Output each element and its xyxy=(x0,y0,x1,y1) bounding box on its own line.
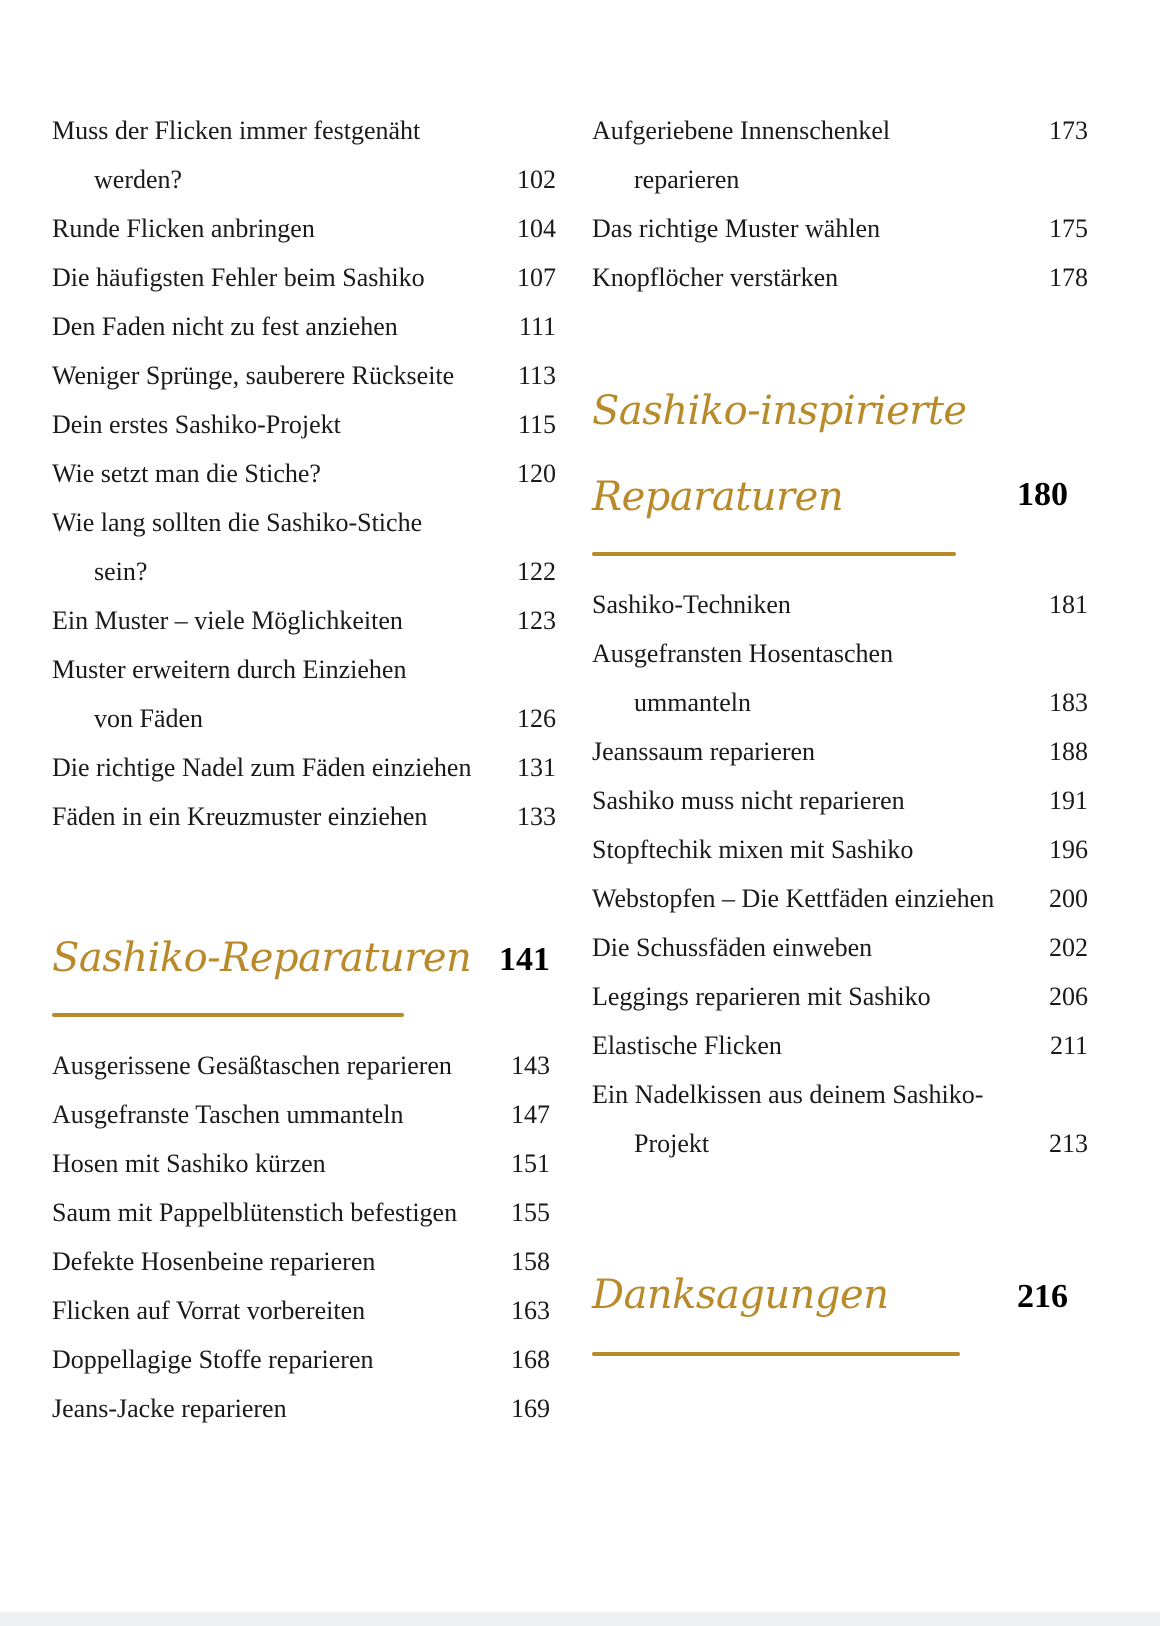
toc-entry-title: Projekt xyxy=(634,1129,710,1158)
toc-entry-line xyxy=(52,1290,556,1339)
toc-entry-page-number: 143 xyxy=(511,1051,550,1080)
toc-entry-page-number: 200 xyxy=(1049,884,1088,913)
toc-entry-title: Aufgeriebene Innenschenkel xyxy=(592,116,891,145)
toc-entry-line xyxy=(52,1388,556,1437)
toc-entry-line xyxy=(52,1192,556,1241)
toc-entry-line xyxy=(592,927,1096,976)
toc-entry-line xyxy=(52,796,556,845)
toc-entry[interactable] xyxy=(592,257,1096,306)
toc-entry-page-number: 133 xyxy=(517,802,556,831)
toc-entry-title: Jeans-Jacke reparieren xyxy=(52,1394,287,1423)
toc-entry-title: Die richtige Nadel zum Fäden einziehen xyxy=(52,753,472,782)
toc-entry-page-number: 196 xyxy=(1049,835,1088,864)
toc-entry-page-number: 178 xyxy=(1049,263,1088,292)
toc-entry-page-number: 213 xyxy=(1049,1129,1088,1158)
toc-entry-title: Doppellagige Stoffe reparieren xyxy=(52,1345,374,1374)
toc-entry-page-number: 120 xyxy=(517,459,556,488)
toc-entry-title: ummanteln xyxy=(634,688,751,717)
toc-entry-title: Ausgefranste Taschen ummanteln xyxy=(52,1100,404,1129)
toc-entry-title: Flicken auf Vorrat vorbereiten xyxy=(52,1296,366,1325)
toc-entry[interactable] xyxy=(52,1094,556,1143)
toc-entry-title: Muss der Flicken immer festgenäht xyxy=(52,116,421,145)
toc-entry-title: Die häufigsten Fehler beim Sashiko xyxy=(52,263,425,292)
toc-entry[interactable] xyxy=(52,747,556,796)
toc-entry-line xyxy=(592,584,1096,633)
toc-entry-line xyxy=(52,502,556,551)
toc-entry-line xyxy=(592,110,1096,159)
toc-entry-title: Runde Flicken anbringen xyxy=(52,214,315,243)
toc-entry-line xyxy=(592,159,1096,208)
toc-entry-line xyxy=(592,878,1096,927)
toc-entry[interactable] xyxy=(592,878,1096,927)
toc-entry-list xyxy=(592,110,1096,306)
toc-right-column xyxy=(592,110,1096,1356)
toc-entry-line xyxy=(52,1094,556,1143)
toc-entry-title: Sashiko muss nicht reparieren xyxy=(592,786,905,815)
toc-entry-page-number: 102 xyxy=(517,165,556,194)
toc-entry-page-number: 168 xyxy=(511,1345,550,1374)
toc-entry[interactable] xyxy=(592,110,1096,208)
toc-entry-title: Defekte Hosenbeine reparieren xyxy=(52,1247,376,1276)
toc-entry-line xyxy=(592,829,1096,878)
toc-entry-page-number: 155 xyxy=(511,1198,550,1227)
toc-entry-page-number: 169 xyxy=(511,1394,550,1423)
toc-entry-line xyxy=(52,747,556,796)
toc-entry-line xyxy=(52,110,556,159)
toc-entry[interactable] xyxy=(592,1025,1096,1074)
toc-entry-page-number: 173 xyxy=(1049,116,1088,145)
toc-entry-title: Wie setzt man die Stiche? xyxy=(52,459,321,488)
toc-entry-title: Weniger Sprünge, sauberere Rückseite xyxy=(52,361,455,390)
toc-entry-line xyxy=(52,1045,556,1094)
toc-entry-page-number: 163 xyxy=(511,1296,550,1325)
toc-entry[interactable] xyxy=(592,633,1096,731)
toc-entry-list xyxy=(592,584,1096,1172)
toc-entry[interactable] xyxy=(52,355,556,404)
toc-entry-line xyxy=(592,1074,1096,1123)
toc-entry[interactable] xyxy=(52,306,556,355)
section-page-number: 141 xyxy=(499,941,550,978)
toc-entry-title: Stopftechik mixen mit Sashiko xyxy=(592,835,914,864)
toc-entry[interactable] xyxy=(592,780,1096,829)
toc-entry-title: von Fäden xyxy=(94,704,204,733)
toc-entry-title: Jeanssaum reparieren xyxy=(592,737,816,766)
toc-entry[interactable] xyxy=(592,829,1096,878)
toc-entry-title: Fäden in ein Kreuzmuster einziehen xyxy=(52,802,428,831)
toc-entry-title: Webstopfen – Die Kettfäden einziehen xyxy=(592,884,995,913)
toc-entry-title: Dein erstes Sashiko-Projekt xyxy=(52,410,341,439)
toc-entry-list xyxy=(52,1045,556,1437)
toc-entry-page-number: 147 xyxy=(511,1100,550,1129)
toc-entry-page-number: 151 xyxy=(511,1149,550,1178)
toc-entry[interactable] xyxy=(52,796,556,845)
toc-entry-line xyxy=(52,306,556,355)
toc-entry-title: Leggings reparieren mit Sashiko xyxy=(592,982,931,1011)
section-title-line2: Reparaturen xyxy=(592,474,844,520)
toc-entry-page-number: 211 xyxy=(1049,1031,1088,1060)
toc-entry-page-number: 206 xyxy=(1049,982,1088,1011)
toc-entry-page-number: 183 xyxy=(1049,688,1088,717)
toc-entry-page-number: 115 xyxy=(517,410,556,439)
toc-entry[interactable] xyxy=(52,502,556,600)
toc-entry-page-number: 188 xyxy=(1049,737,1088,766)
toc-entry-title: Das richtige Muster wählen xyxy=(592,214,881,243)
toc-entry-line xyxy=(52,1241,556,1290)
toc-entry-line xyxy=(592,731,1096,780)
toc-entry-page-number: 111 xyxy=(518,312,556,341)
section-underline xyxy=(592,1352,960,1356)
section-header-sashiko-reparaturen[interactable] xyxy=(52,913,556,1013)
toc-entry-line xyxy=(52,551,556,600)
toc-entry[interactable] xyxy=(52,208,556,257)
toc-entry-line xyxy=(592,257,1096,306)
toc-entry-line xyxy=(52,1143,556,1192)
section-title-line1: Sashiko-inspirierte xyxy=(592,388,967,434)
toc-entry[interactable] xyxy=(52,1388,556,1437)
section-underline xyxy=(592,552,956,556)
toc-entry-list xyxy=(52,110,556,845)
toc-entry-title: Sashiko-Techniken xyxy=(592,590,791,619)
toc-entry-line xyxy=(52,257,556,306)
toc-entry-title: Muster erweitern durch Einziehen xyxy=(52,655,407,684)
toc-entry-line xyxy=(52,649,556,698)
toc-entry-line xyxy=(592,976,1096,1025)
toc-entry-page-number: 202 xyxy=(1049,933,1088,962)
section-title: Danksagungen xyxy=(592,1272,889,1318)
toc-entry-page-number: 104 xyxy=(517,214,556,243)
toc-entry[interactable] xyxy=(592,927,1096,976)
toc-entry[interactable] xyxy=(52,1045,556,1094)
toc-entry-page-number: 113 xyxy=(517,361,556,390)
toc-entry-line xyxy=(52,404,556,453)
toc-entry-title: reparieren xyxy=(634,165,740,194)
toc-entry[interactable] xyxy=(52,600,556,649)
toc-entry[interactable] xyxy=(592,976,1096,1025)
toc-entry-title: werden? xyxy=(94,165,183,194)
toc-entry[interactable] xyxy=(592,584,1096,633)
toc-entry-page-number: 191 xyxy=(1049,786,1088,815)
toc-entry[interactable] xyxy=(592,1074,1096,1172)
toc-entry-page-number: 175 xyxy=(1049,214,1088,243)
toc-entry-line xyxy=(592,780,1096,829)
toc-entry-title: Ein Muster – viele Möglichkeiten xyxy=(52,606,403,635)
toc-entry-page-number: 158 xyxy=(511,1247,550,1276)
toc-entry-line xyxy=(592,1123,1096,1172)
toc-entry[interactable] xyxy=(52,1241,556,1290)
toc-entry[interactable] xyxy=(52,1290,556,1339)
toc-entry[interactable] xyxy=(52,1143,556,1192)
toc-entry[interactable] xyxy=(52,404,556,453)
section-underline xyxy=(52,1013,404,1017)
toc-entry-title: Knopflöcher verstärken xyxy=(592,263,839,292)
toc-entry-title: Saum mit Pappelblütenstich befestigen xyxy=(52,1198,458,1227)
toc-entry-line xyxy=(592,682,1096,731)
toc-entry-line xyxy=(52,355,556,404)
section-page-number: 180 xyxy=(1017,476,1068,513)
toc-entry[interactable] xyxy=(592,731,1096,780)
toc-entry-page-number: 131 xyxy=(517,753,556,782)
toc-entry[interactable] xyxy=(52,1192,556,1241)
toc-entry-page-number: 123 xyxy=(517,606,556,635)
toc-entry[interactable] xyxy=(52,649,556,747)
toc-entry[interactable] xyxy=(592,208,1096,257)
toc-entry-title: Ausgefransten Hosentaschen xyxy=(592,639,894,668)
toc-entry-line xyxy=(52,453,556,502)
toc-entry-title: Elastische Flicken xyxy=(592,1031,782,1060)
toc-entry[interactable] xyxy=(52,257,556,306)
toc-entry-title: Die Schussfäden einweben xyxy=(592,933,873,962)
section-header-danksagungen[interactable] xyxy=(592,1256,1096,1352)
toc-entry-page-number: 122 xyxy=(517,557,556,586)
toc-entry-title: Ein Nadelkissen aus deinem Sashiko- xyxy=(592,1080,984,1109)
section-title: Sashiko-Reparaturen xyxy=(52,935,472,981)
section-page-number: 216 xyxy=(1017,1278,1068,1315)
toc-entry-line xyxy=(592,1025,1096,1074)
toc-entry-title: Den Faden nicht zu fest anziehen xyxy=(52,312,398,341)
toc-entry-line xyxy=(52,1339,556,1388)
toc-entry-line xyxy=(52,208,556,257)
toc-entry-title: Hosen mit Sashiko kürzen xyxy=(52,1149,326,1178)
toc-entry[interactable] xyxy=(52,453,556,502)
toc-entry-line xyxy=(592,208,1096,257)
toc-entry-page-number: 126 xyxy=(517,704,556,733)
toc-entry-line xyxy=(592,633,1096,682)
toc-entry[interactable] xyxy=(52,110,556,208)
toc-entry-line xyxy=(52,698,556,747)
toc-entry-title: Wie lang sollten die Sashiko-Stiche xyxy=(52,508,423,537)
toc-entry-page-number: 107 xyxy=(517,263,556,292)
toc-entry-title: sein? xyxy=(94,557,148,586)
toc-entry-line xyxy=(52,159,556,208)
toc-entry-line xyxy=(52,600,556,649)
toc-entry-title: Ausgerissene Gesäßtaschen reparieren xyxy=(52,1051,452,1080)
toc-left-column xyxy=(52,110,556,1437)
toc-entry-page-number: 181 xyxy=(1049,590,1088,619)
toc-entry[interactable] xyxy=(52,1339,556,1388)
section-header-sashiko-inspirierte-reparaturen[interactable] xyxy=(592,376,1096,552)
